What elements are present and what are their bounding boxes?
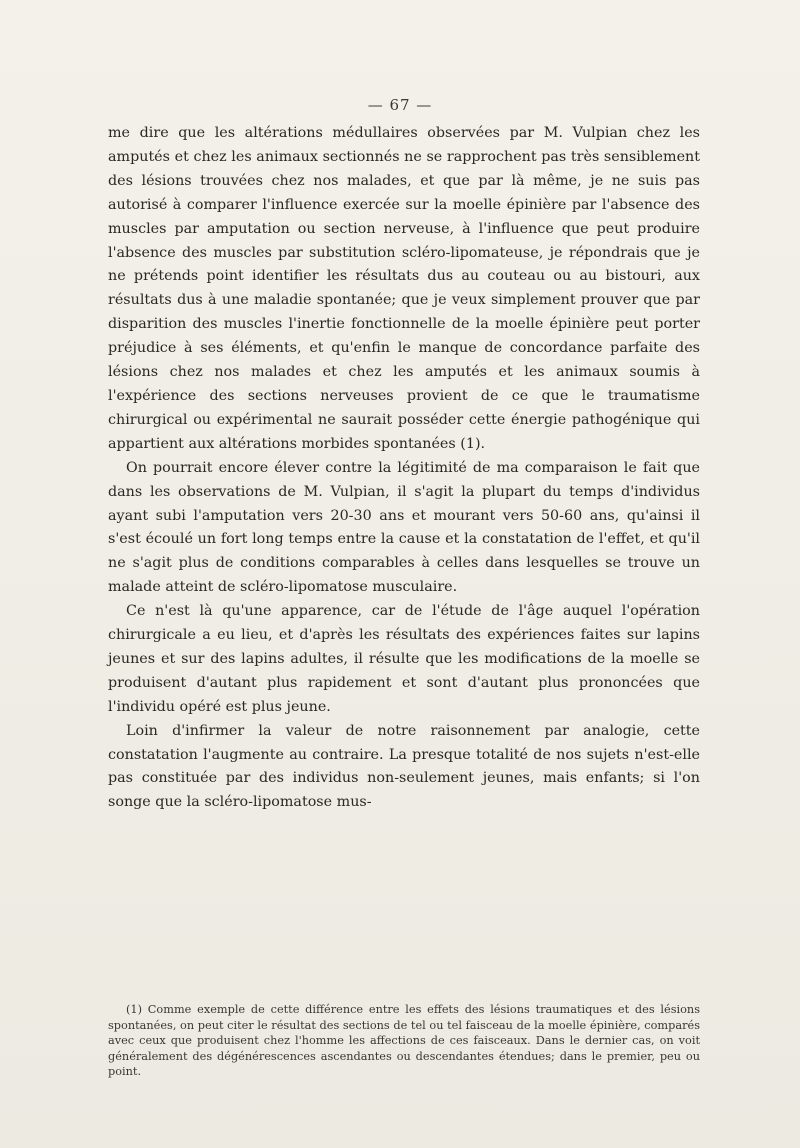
- paragraph-2: On pourrait encore élever contre la légitimité de ma comparaison le fait que dans les observations de M. Vulpian, il s'agit la plupart du temps d'individus ayant subi l'amputation vers 20-30 ans et mourant vers 50-60 ans, qu'ainsi il s'est écoulé un fort long temps entre la cause et la constatation de l'effet, et qu'il ne s'agit plus de conditions comparables à celles dans lesquelles se trouve un malade atteint de scléro-lipomatose musculaire.: [108, 459, 700, 596]
- footnote: (1) Comme exemple de cette différence entre les effets des lésions traumatiques et des lésions spontanées, on peut citer le résultat des sections de tel ou tel faisceau de la moelle épinière, comparés avec ceux que produisent chez l'homme les affections de ces faisceaux. Dans le dernier cas, on voit généralement des dégénérescences ascendantes ou descendantes étendues; dans le premier, peu ou point.: [108, 1003, 700, 1079]
- paragraph-1: me dire que les altérations médullaires observées par M. Vulpian chez les amputés et chez les animaux sectionnés ne se rapprochent pas très sensiblement des lésions trouvées chez nos malades, et que par là même, je ne suis pas autorisé à comparer l'influence exercée sur la moelle épinière par l'absence des muscles par amputation ou section nerveuse, à l'influence que peut produire l'absence des muscles par substitution scléro-lipomateuse, je répondrais que je ne prétends point identifier les résultats dus au couteau ou au bistouri, aux résultats dus à une maladie spontanée; que je veux simplement prouver que par disparition des muscles l'inertie fonctionnelle de la moelle épinière peut porter préjudice à ses éléments, et qu'enfin le manque de concordance parfaite des lésions chez nos malades et chez les amputés et les animaux soumis à l'expérience des sections nerveuses provient de ce que le traumatisme chirurgical ou expérimental ne saurait posséder cette énergie pathogénique qui appartient aux altérations morbides spontanées (1).: [108, 125, 700, 452]
- page-number: — 67 —: [367, 96, 433, 114]
- main-text: [108, 122, 700, 815]
- paragraph-4: Loin d'infirmer la valeur de notre raisonnement par analogie, cette constatation l'augmente au contraire. La presque totalité de nos sujets n'est-elle pas constituée par des individus non-seulement jeunes, mais enfants; si l'on songe que la scléro-lipomatose mus-: [108, 722, 700, 811]
- paragraph-3: Ce n'est là qu'une apparence, car de l'étude de l'âge auquel l'opération chirurgicale a eu lieu, et d'après les résultats des expériences faites sur lapins jeunes et sur des lapins adultes, il résulte que les modifications de la moelle se produisent d'autant plus rapidement et sont d'autant plus prononcées que l'individu opéré est plus jeune.: [108, 603, 700, 715]
